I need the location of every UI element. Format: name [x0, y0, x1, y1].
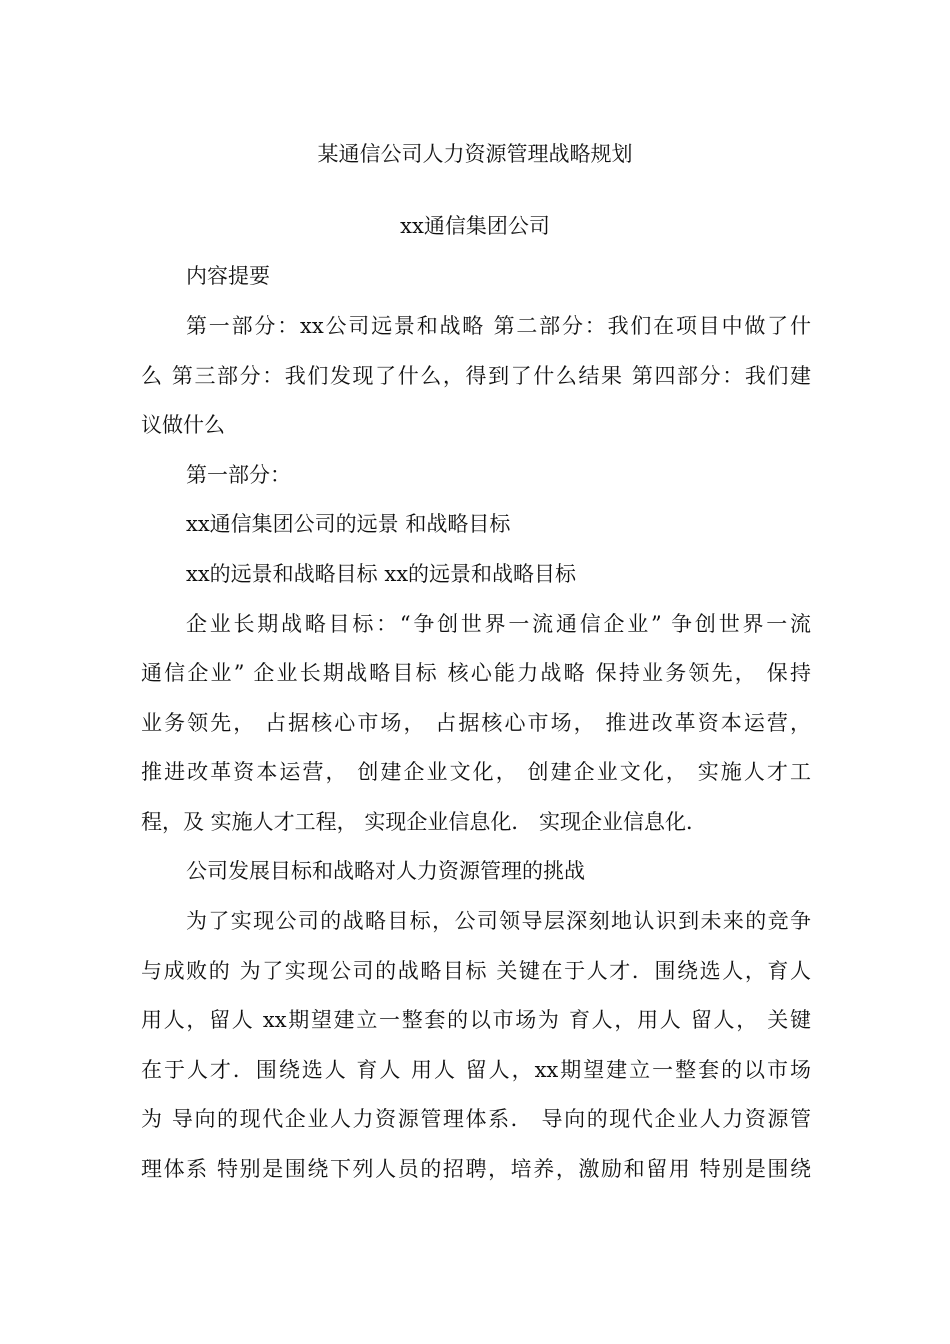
paragraph-line: 在于人才．围绕选人 育人 用人 留人，xx期望建立一整套的以市场	[141, 1058, 811, 1082]
paragraph-line: 议做什么	[141, 413, 225, 437]
document-subtitle: xx通信集团公司	[400, 214, 550, 238]
paragraph-line: 与成败的 为了实现公司的战略目标 关键在于人才．围绕选人，育人	[141, 959, 811, 983]
paragraph-line: 么 第三部分：我们发现了什么，得到了什么结果 第四部分：我们建	[141, 364, 811, 388]
paragraph-line: 为 导向的现代企业人力资源管理体系． 导向的现代企业人力资源管	[141, 1107, 811, 1131]
section-heading-part-one: 第一部分：	[186, 463, 291, 487]
document-title: 某通信公司人力资源管理战略规划	[317, 142, 633, 166]
paragraph-line: 业务领先， 占据核心市场， 占据核心市场， 推进改革资本运营，	[141, 711, 811, 735]
paragraph-line: 理体系 特别是围绕下列人员的招聘，培养，激励和留用 特别是围绕	[141, 1157, 811, 1181]
paragraph-line: 用人，留人 xx期望建立一整套的以市场为 育人，用人 留人， 关键	[141, 1008, 811, 1032]
paragraph-line: xx的远景和战略目标 xx的远景和战略目标	[186, 562, 577, 586]
paragraph-line: 企业长期战略目标：“争创世界一流通信企业” 争创世界一流	[186, 612, 811, 636]
paragraph-line: xx通信集团公司的远景 和战略目标	[186, 512, 511, 536]
paragraph-line: 为了实现公司的战略目标，公司领导层深刻地认识到未来的竞争	[186, 909, 811, 933]
section-heading-challenges: 公司发展目标和战略对人力资源管理的挑战	[186, 859, 585, 883]
paragraph-line: 第一部分：xx公司远景和战略 第二部分：我们在项目中做了什	[186, 314, 811, 338]
paragraph-line: 推进改革资本运营， 创建企业文化， 创建企业文化， 实施人才工	[141, 760, 811, 784]
paragraph-line: 通信企业” 企业长期战略目标 核心能力战略 保持业务领先， 保持	[141, 661, 811, 685]
section-heading-summary: 内容提要	[186, 264, 270, 288]
paragraph-line: 程，及 实施人才工程， 实现企业信息化． 实现企业信息化．	[141, 810, 708, 834]
